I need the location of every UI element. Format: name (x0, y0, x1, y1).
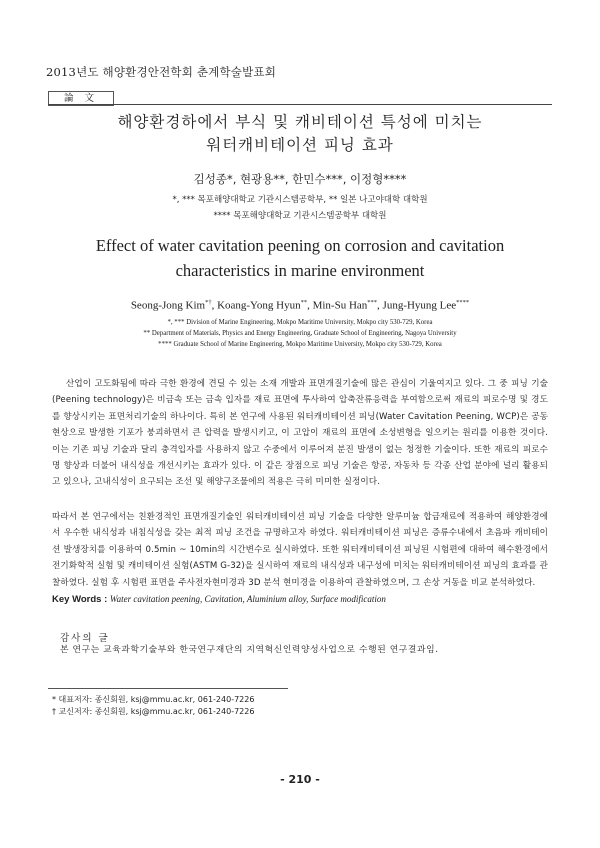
keywords-terms: Water cavitation peening, Cavitation, Aluminium alloy, Surface modification (109, 594, 386, 604)
korean-affiliation: **** 목포해양대학교 기관시스템공학부 대학원 (213, 211, 387, 221)
korean-title-line2: 워터캐비테이션 피닝 효과 (206, 136, 394, 154)
author-mark: *† (205, 299, 212, 306)
author-mark: **** (456, 299, 470, 306)
header-rule (48, 104, 552, 105)
keywords (52, 594, 386, 605)
author-name: Min-Su Han (312, 299, 368, 312)
abstract-paragraph: 산업이 고도화됨에 따라 극한 환경에 견딜 수 있는 소재 개발과 표면개질기술에 많은 관심이 기울여지고 있다. 그 중 피닝 기술(Peening technology)은 비금속 또는 금속 입자를 재료 표면에 투사하여 압축잔류응력을 부여함으로써 재료의 피로수명 및 경도를 향상시키는 표면처리기술의 하나이다. 특히 본 연구에 사용된 워터캐비테이션 피닝(Water Cavitation Peening, WCP)은 공동현상으로 발생한 기포가 붕괴하면서 큰 압력을 발생시키고, 이 고압이 재료의 표면에 소성변형을 일으키는 원리를 이용한 것이다. 이는 기존 피닝 기술과 달리 충격입자를 사용하지 않고 수중에서 이루어져 분진 발생이 없는 청정한 기술이다. 또한 재료의 피로수명 향상과 더불어 내식성을 개선시키는 효과가 있다. 이 같은 장점으로 피닝 기술은 항공, 자동차 등 각종 산업 분야에 널리 활용되고 있으나, 고내식성이 요구되는 조선 및 해양구조물에의 적용은 극히 미미한 실정이다. (52, 379, 548, 488)
korean-affiliation: *, *** 목포해양대학교 기관시스템공학부, ** 일본 나고야대학 대학원 (172, 195, 428, 205)
keywords-label: Key Words : (52, 594, 108, 605)
english-affiliation: **** Graduate School of Marine Engineering, Mokpo Maritime University, Mokpo city 530-729, Korea (158, 341, 442, 348)
acknowledgement-title: 감사의 글 (60, 633, 110, 644)
korean-authors: 김성종*, 현광용**, 한민수***, 이정형**** (193, 172, 407, 186)
english-authors: Seong-Jong Kim*†, Koang-Yong Hyun**, Min-Su Han***, Jung-Hyung Lee**** (130, 299, 470, 312)
author-name: Jung-Hyung Lee (382, 299, 457, 312)
author-name: Koang-Yong Hyun (217, 299, 301, 312)
author-mark: *** (367, 299, 378, 306)
english-title-line1: Effect of water cavitation peening on corrosion and cavitation (95, 236, 505, 255)
page-number: - 210 - (280, 773, 320, 786)
section-tag: 論 文 (48, 91, 114, 106)
author-name: Seong-Jong Kim (130, 299, 206, 312)
conference-name: 2013년도 해양환경안전학회 춘계학술발표회 (46, 65, 277, 79)
abstract-paragraph: 따라서 본 연구에서는 친환경적인 표면개질기술인 워터캐비테이션 피닝 기술을 다양한 알루미늄 합금재료에 적용하여 해양환경에서 우수한 내식성과 내침식성을 갖는 최적 피닝 조건을 규명하고자 하였다. 워터캐비테이션 피닝은 증류수내에서 초음파 캐비테이션 발생장치를 이용하여 0.5min ~ 10min의 시간변수로 실시하였다. 또한 워터캐비테이션 피닝된 시험편에 대하여 해수환경에서 전기화학적 실험 및 캐비테이션 실험(ASTM G-32)을 실시하여 재료의 내식성과 내구성에 미치는 워터캐비테이션 피닝의 효과를 관찰하였다. 실험 후 시험편 표면을 주사전자현미경과 3D 분석 현미경을 이용하여 관찰하였으며, 그 손상 거동을 비교 분석하였다. (52, 512, 548, 588)
footnote: † 교신저자: 종신회원, ksj@mmu.ac.kr, 061-240-7226 (52, 707, 255, 716)
acknowledgement-text: 본 연구는 교육과학기술부와 한국연구재단의 지역혁신인력양성사업으로 수행된 연구결과임. (60, 645, 439, 655)
author-mark: ** (300, 299, 308, 306)
footnote: * 대표저자: 종신회원, ksj@mmu.ac.kr, 061-240-7226 (52, 695, 255, 704)
footnote-rule (48, 688, 288, 689)
english-title-line2: characteristics in marine environment (175, 261, 425, 280)
korean-title-line1: 해양환경하에서 부식 및 캐비테이션 특성에 미치는 (117, 113, 483, 131)
english-affiliation: ** Department of Materials, Physics and Energy Engineering, Graduate School of Engineering, Nagoya University (143, 330, 457, 337)
english-affiliation: *, *** Division of Marine Engineering, Mokpo Maritime University, Mokpo city 530-729, Korea (167, 319, 433, 326)
